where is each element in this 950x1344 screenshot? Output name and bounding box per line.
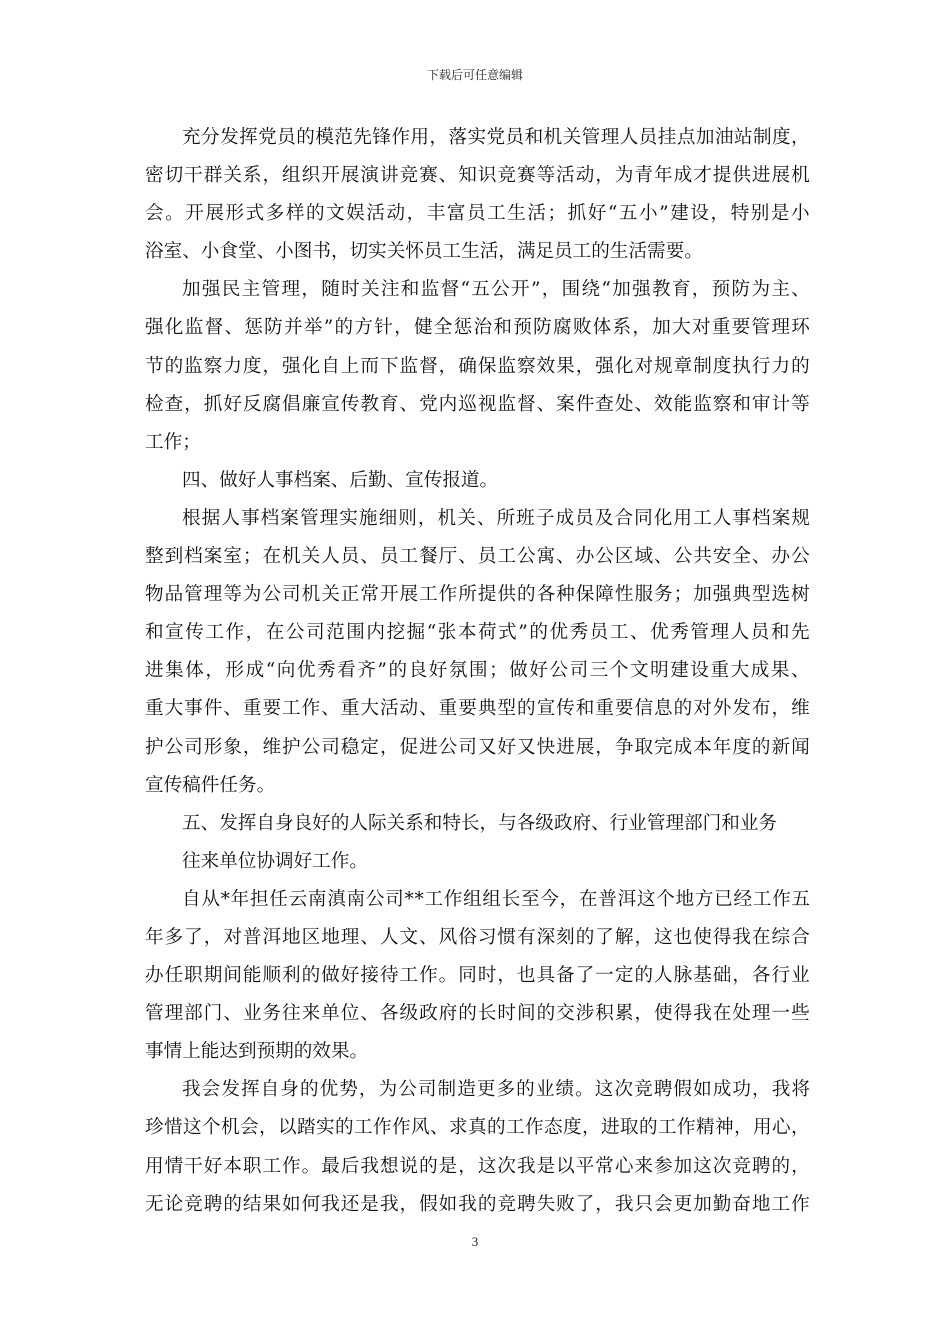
text-line: 珍 惜 这 个 机 会 ， 以 踏 实 的 工 作 作 风 、 求 真 的 工 作 态 度 ， 进 取 的 工 作 精 神 ， 用 心 ， xyxy=(145,1117,810,1139)
page-number: 3 xyxy=(471,1234,479,1249)
text-line: 节 的 监 察 力 度 ， 强 化 自 上 而 下 监 督 ， 确 保 监 察 效 果 ， 强 化 对 规 章 制 度 执 行 力 的 xyxy=(145,355,810,377)
text-line: 会 。 开 展 形 式 多 样 的 文 娱 活 动 ， 丰 富 员 工 生 活 ； 抓 好 “ 五 小 ” 建 设 ， 特 别 是 小 xyxy=(145,203,810,225)
text-line: 往来单位协调好工作。 xyxy=(182,850,368,872)
text-line: 进 集 体 ， 形 成 “ 向 优 秀 看 齐 ” 的 良 好 氛 围 ； 做 好 公 司 三 个 文 明 建 设 重 大 成 果 、 xyxy=(145,660,810,682)
text-line: 加 强 民 主 管 理 ， 随 时 关 注 和 监 督 “ 五 公 开 ” ， 围 绕 “ 加 强 教 育 ， 预 防 为 主 、 xyxy=(182,279,810,301)
page-header: 下载后可任意编辑 xyxy=(426,68,523,82)
text-line: 根 据 人 事 档 案 管 理 实 施 细 则 ， 机 关 、 所 班 子 成 员 及 合 同 化 用 工 人 事 档 案 规 xyxy=(182,507,810,529)
text-line: 浴室、小食堂、小图书，切实关怀员工生活，满足员工的生活需要。 xyxy=(145,241,703,263)
text-line: 整 到 档 案 室 ； 在 机 关 人 员 、 员 工 餐 厅 、 员 工 公 寓 、 办 公 区 域 、 公 共 安 全 、 办 公 xyxy=(145,546,810,568)
text-line: 充 分 发 挥 党 员 的 模 范 先 锋 作 用 ， 落 实 党 员 和 机 关 管 理 人 员 挂 点 加 油 站 制 度 ， xyxy=(182,127,810,148)
text-line: 年 多 了 ， 对 普 洱 地 区 地 理 、 人 文 、 风 俗 习 惯 有 深 刻 的 了 解 ， 这 也 使 得 我 在 综 合 xyxy=(145,926,810,948)
text-line: 办 任 职 期 间 能 顺 利 的 做 好 接 待 工 作 。 同 时 ， 也 具 备 了 一 定 的 人 脉 基 础 ， 各 行 业 xyxy=(145,965,810,987)
body-text xyxy=(145,119,810,1224)
text-line: 检 查 ， 抓 好 反 腐 倡 廉 宣 传 教 育 、 党 内 巡 视 监 督 、 案 件 查 处 、 效 能 监 察 和 审 计 等 xyxy=(145,393,810,415)
text-line: 重 大 事 件 、 重 要 工 作 、 重 大 活 动 、 重 要 典 型 的 宣 传 和 重 要 信 息 的 对 外 发 布 ， 维 xyxy=(145,698,810,720)
text-line: 宣传稿件任务。 xyxy=(145,774,276,796)
text-line: 和 宣 传 工 作 ， 在 公 司 范 围 内 挖 掘 “ 张 本 荷 式 ” 的 优 秀 员 工 、 优 秀 管 理 人 员 和 先 xyxy=(145,622,810,644)
text-line: 强 化 监 督 、 惩 防 并 举 ” 的 方 针 ， 健 全 惩 治 和 预 防 腐 败 体 系 ， 加 大 对 重 要 管 理 环 xyxy=(145,317,810,339)
text-line: 四、做好人事档案、后勤、宣传报道。 xyxy=(182,469,499,491)
text-line: 管 理 部 门 、 业 务 往 来 单 位 、 各 级 政 府 的 长 时 间 的 交 涉 积 累 ， 使 得 我 在 处 理 一 些 xyxy=(145,1003,810,1025)
text-line: 护 公 司 形 象 ， 维 护 公 司 稳 定 ， 促 进 公 司 又 好 又 快 进 展 ， 争 取 完 成 本 年 度 的 新 闻 xyxy=(145,736,810,758)
text-line: 密 切 干 群 关 系 ， 组 织 开 展 演 讲 竞 赛 、 知 识 竞 赛 等 活 动 ， 为 青 年 成 才 提 供 进 展 机 xyxy=(145,165,810,187)
text-line: 工作； xyxy=(145,431,201,453)
text-line: 无 论 竞 聘 的 结 果 如 何 我 还 是 我 ， 假 如 我 的 竞 聘 失 败 了 ， 我 只 会 更 加 勤 奋 地 工 作 xyxy=(145,1193,810,1215)
text-line: 我 会 发 挥 自 身 的 优 势 ， 为 公 司 制 造 更 多 的 业 绩 。 这 次 竞 聘 假 如 成 功 ， 我 将 xyxy=(182,1079,810,1101)
text-line: 物 品 管 理 等 为 公 司 机 关 正 常 开 展 工 作 所 提 供 的 各 种 保 障 性 服 务 ； 加 强 典 型 选 树 xyxy=(145,584,810,606)
text-line: 用 情 干 好 本 职 工 作 。 最 后 我 想 说 的 是 ， 这 次 我 是 以 平 常 心 来 参 加 这 次 竞 聘 的 ， xyxy=(145,1155,810,1177)
text-line: 事情上能达到预期的效果。 xyxy=(145,1041,369,1063)
text-line: 五、发挥自身良好的人际关系和特长，与各级政府、行业管理部门和业务 xyxy=(182,812,778,834)
text-line: 自 从 * 年 担 任 云 南 滇 南 公 司 * * 工 作 组 组 长 至 今 ， 在 普 洱 这 个 地 方 已 经 工 作 五 xyxy=(182,888,810,910)
